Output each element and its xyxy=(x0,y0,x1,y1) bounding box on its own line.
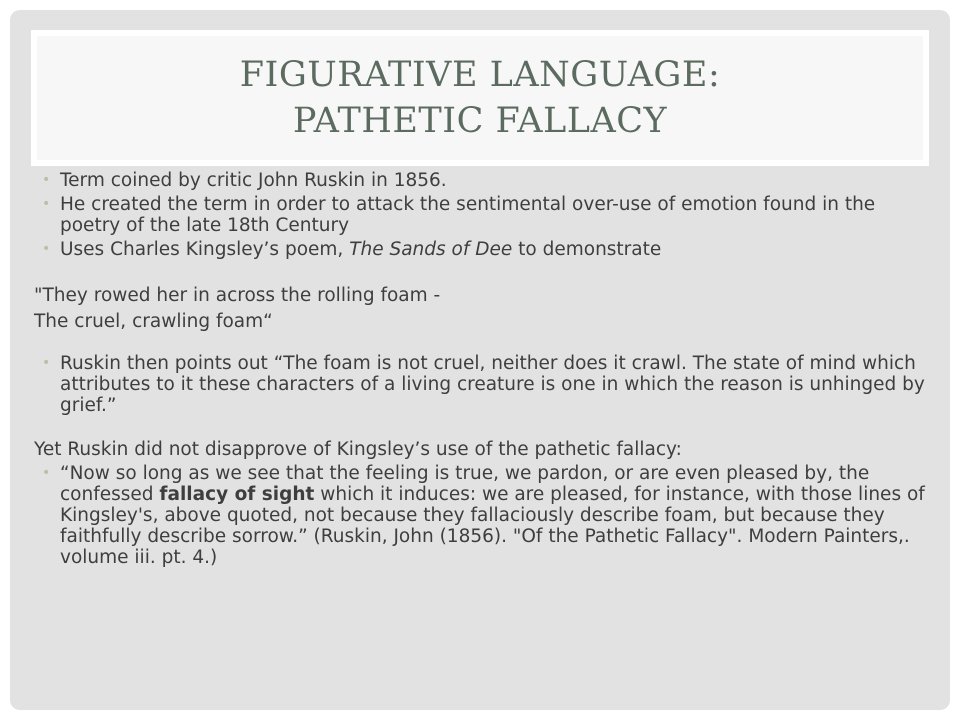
bullet-dot-icon: • xyxy=(42,172,51,188)
poem-title: The Sands of Dee xyxy=(349,239,513,260)
bullet-text-1: Term coined by critic John Ruskin in 1856. xyxy=(60,170,447,191)
slide-title-line-2: PATHETIC FALLACY xyxy=(292,101,668,141)
bullet-dot-icon: • xyxy=(42,465,51,481)
bullet-item-1 xyxy=(34,170,934,191)
bullet-item-3 xyxy=(34,239,934,260)
bullet-item-2 xyxy=(34,194,934,236)
bullet-item-4 xyxy=(34,353,934,416)
slide-title-line-1: FIGURATIVE LANGUAGE: xyxy=(239,55,721,95)
final-quote-after: which it induces: we are pleased, for instance, with those lines of Kingsley's, above quoted, not because they fallaciously describe foam, but because they faithfully describe sorrow.” (Ruskin, John (1856). "Of the Pathetic Fallacy". Modern Painters,. volume iii. pt. 4.) xyxy=(60,484,925,568)
slide xyxy=(10,10,950,710)
bullet-text-2: He created the term in order to attack the sentimental over-use of emotion found in the poetry of the late 18th Century xyxy=(60,194,876,236)
final-quote-before: “Now so long as we see that the feeling is true, we pardon, or are even pleased by, the confessed xyxy=(60,463,870,505)
yet-line: Yet Ruskin did not disapprove of Kingsley’s use of the pathetic fallacy: xyxy=(34,439,682,460)
poem-quote-line-1: "They rowed her in across the rolling foam - xyxy=(34,285,441,306)
final-quote-bold: fallacy of sight xyxy=(159,484,315,505)
title-box xyxy=(31,30,929,166)
bullet-text-3-after: to demonstrate xyxy=(512,239,662,260)
bullet-item-5 xyxy=(34,463,934,568)
bullet-dot-icon: • xyxy=(42,355,51,371)
bullet-text-3-before: Uses Charles Kingsley’s poem, xyxy=(60,239,350,260)
slide-content xyxy=(34,170,934,571)
bullet-dot-icon: • xyxy=(42,241,51,257)
poem-quote-line-2: The cruel, crawling foam“ xyxy=(34,311,273,332)
ruskin-point-text: Ruskin then points out “The foam is not cruel, neither does it crawl. The state of mind which attributes to it these characters of a living creature is one in which the reason is unhinged by grief.” xyxy=(60,353,925,416)
bullet-dot-icon: • xyxy=(42,196,51,212)
